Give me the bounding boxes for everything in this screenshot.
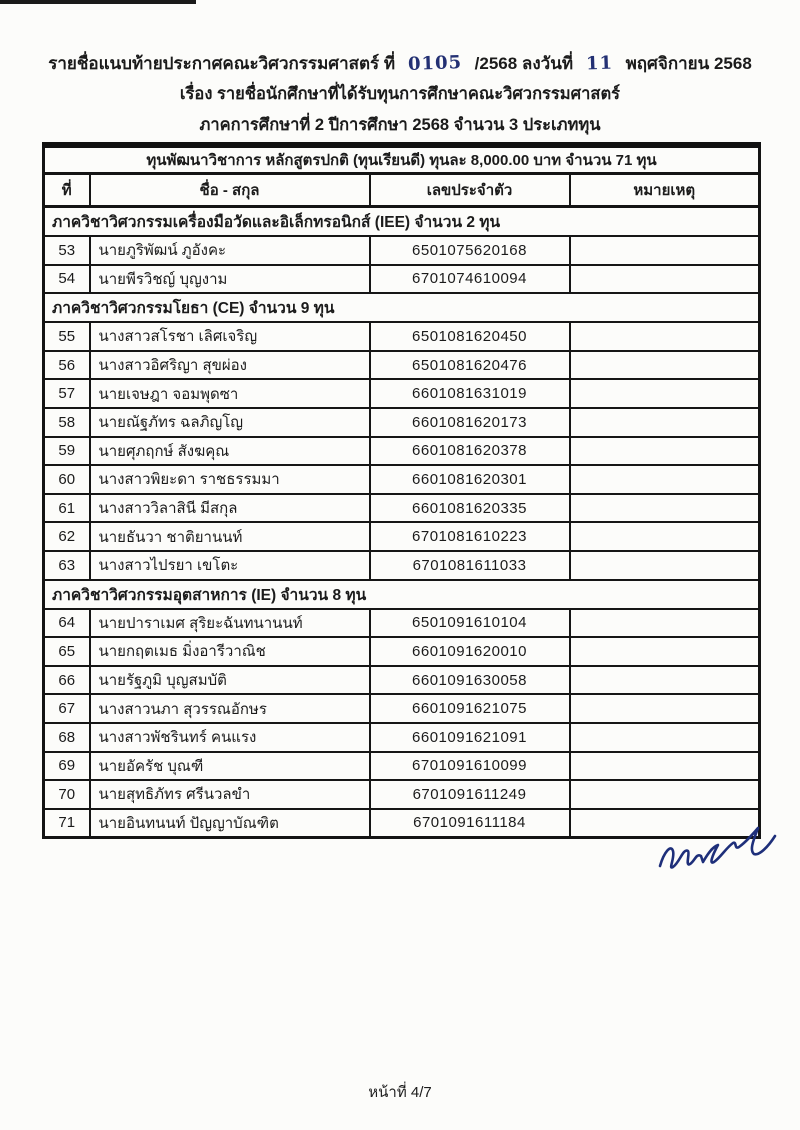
remark-cell [570, 494, 760, 523]
table-row [44, 236, 760, 265]
student-id: 6601081620173 [370, 408, 570, 437]
student-name: นายภูริพัฒน์ ภูอังคะ [90, 236, 370, 265]
remark-cell [570, 379, 760, 408]
column-header-name: ชื่อ - สกุล [90, 174, 370, 207]
student-name: นายสุทธิภัทร ศรีนวลขำ [90, 780, 370, 809]
student-id: 6601081620301 [370, 465, 570, 494]
row-number: 53 [44, 236, 90, 265]
table-row [44, 379, 760, 408]
row-number: 69 [44, 752, 90, 781]
student-id: 6701091610099 [370, 752, 570, 781]
remark-cell [570, 637, 760, 666]
remark-cell [570, 465, 760, 494]
table-title: ทุนพัฒนาวิชาการ หลักสูตรปกติ (ทุนเรียนดี) ทุนละ 8,000.00 บาท จำนวน 71 ทุน [44, 145, 760, 174]
row-number: 68 [44, 723, 90, 752]
remark-cell [570, 408, 760, 437]
student-name: นายธันวา ชาติยานนท์ [90, 522, 370, 551]
table-row [44, 551, 760, 580]
table-row [44, 694, 760, 723]
handwritten-day-number: 11 [585, 52, 614, 75]
student-id: 6601081631019 [370, 379, 570, 408]
row-number: 54 [44, 265, 90, 294]
header-line-1 [0, 48, 800, 79]
table-title-row [44, 145, 760, 174]
student-id: 6601091620010 [370, 637, 570, 666]
row-number: 62 [44, 522, 90, 551]
table-row [44, 666, 760, 695]
student-id: 6601091630058 [370, 666, 570, 695]
table-row [44, 408, 760, 437]
document-header [0, 48, 800, 141]
remark-cell [570, 609, 760, 638]
scan-artifact-bar [0, 0, 196, 4]
header-line-3: ภาคการศึกษาที่ 2 ปีการศึกษา 2568 จำนวน 3 ประเภททุน [199, 116, 601, 134]
header-line1-text-c: พฤศจิกายน 2568 [625, 54, 752, 73]
remark-cell [570, 723, 760, 752]
header-line1-text-a: รายชื่อแนบท้ายประกาศคณะวิศวกรรมศาสตร์ ที่ [48, 54, 396, 73]
row-number: 67 [44, 694, 90, 723]
remark-cell [570, 780, 760, 809]
table-row [44, 437, 760, 466]
student-id: 6601091621075 [370, 694, 570, 723]
remark-cell [570, 351, 760, 380]
table-row [44, 265, 760, 294]
remark-cell [570, 522, 760, 551]
student-name: นายอัครัช บุณฑี [90, 752, 370, 781]
student-id: 6701091611184 [370, 809, 570, 838]
row-number: 65 [44, 637, 90, 666]
column-header-id: เลขประจำตัว [370, 174, 570, 207]
student-id: 6501075620168 [370, 236, 570, 265]
student-id: 6601081620335 [370, 494, 570, 523]
section-title: ภาควิชาวิศวกรรมโยธา (CE) จำนวน 9 ทุน [44, 293, 760, 322]
header-line-2: เรื่อง รายชื่อนักศึกษาที่ได้รับทุนการศึกษาคณะวิศวกรรมศาสตร์ [179, 85, 621, 103]
section-header-row [44, 207, 760, 237]
column-header-no: ที่ [44, 174, 90, 207]
table-row [44, 322, 760, 351]
row-number: 64 [44, 609, 90, 638]
student-name: นายกฤตเมธ มิ่งอารีวาณิช [90, 637, 370, 666]
row-number: 60 [44, 465, 90, 494]
remark-cell [570, 265, 760, 294]
header-line1-text-b: /2568 ลงวันที่ [474, 54, 574, 73]
row-number: 61 [44, 494, 90, 523]
student-name: นายเจษฎา จอมพุดซา [90, 379, 370, 408]
column-header-note: หมายเหตุ [570, 174, 760, 207]
table-row [44, 723, 760, 752]
section-title: ภาควิชาวิศวกรรมเครื่องมือวัดและอิเล็กทรอนิกส์ (IEE) จำนวน 2 ทุน [44, 207, 760, 237]
table-row [44, 351, 760, 380]
row-number: 58 [44, 408, 90, 437]
remark-cell [570, 236, 760, 265]
section-header-row [44, 580, 760, 609]
row-number: 57 [44, 379, 90, 408]
student-id: 6501091610104 [370, 609, 570, 638]
row-number: 70 [44, 780, 90, 809]
handwritten-doc-number: 0105 [407, 52, 463, 75]
remark-cell [570, 666, 760, 695]
student-name: นายศุภฤกษ์ สังฆคุณ [90, 437, 370, 466]
student-id: 6701091611249 [370, 780, 570, 809]
scholarship-table [42, 142, 761, 839]
student-id: 6501081620450 [370, 322, 570, 351]
table-row [44, 637, 760, 666]
page-number: หน้าที่ 4/7 [368, 1084, 432, 1101]
remark-cell [570, 752, 760, 781]
remark-cell [570, 322, 760, 351]
student-id: 6601091621091 [370, 723, 570, 752]
student-name: นางสาวนภา สุวรรณอักษร [90, 694, 370, 723]
student-name: นางสาวไปรยา เขโตะ [90, 551, 370, 580]
remark-cell [570, 437, 760, 466]
remark-cell [570, 551, 760, 580]
row-number: 55 [44, 322, 90, 351]
row-number: 56 [44, 351, 90, 380]
student-name: นายปาราเมศ สุริยะฉันทนานนท์ [90, 609, 370, 638]
table-row [44, 752, 760, 781]
table-row [44, 465, 760, 494]
student-name: นายรัฐภูมิ บุญสมบัติ [90, 666, 370, 695]
student-id: 6701074610094 [370, 265, 570, 294]
handwritten-signature [646, 810, 796, 890]
student-name: นางสาวพัชรินทร์ คนแรง [90, 723, 370, 752]
row-number: 59 [44, 437, 90, 466]
student-name: นางสาวพิยะดา ราชธรรมมา [90, 465, 370, 494]
student-name: นางสาวอิศริญา สุขผ่อง [90, 351, 370, 380]
section-title: ภาควิชาวิศวกรรมอุตสาหการ (IE) จำนวน 8 ทุน [44, 580, 760, 609]
student-id: 6601081620378 [370, 437, 570, 466]
remark-cell [570, 694, 760, 723]
student-name: นายพีรวิชญ์ บุญงาม [90, 265, 370, 294]
table-row [44, 780, 760, 809]
student-name: นายอินทนนท์ ปัญญาบัณฑิต [90, 809, 370, 838]
table-row [44, 494, 760, 523]
student-name: นายณัฐภัทร ฉลภิญโญ [90, 408, 370, 437]
student-id: 6501081620476 [370, 351, 570, 380]
student-name: นางสาววิลาสินี มีสกุล [90, 494, 370, 523]
student-id: 6701081611033 [370, 551, 570, 580]
row-number: 63 [44, 551, 90, 580]
table-row [44, 609, 760, 638]
table-header-row [44, 174, 760, 207]
section-header-row [44, 293, 760, 322]
row-number: 66 [44, 666, 90, 695]
student-name: นางสาวสโรชา เลิศเจริญ [90, 322, 370, 351]
row-number: 71 [44, 809, 90, 838]
table-row [44, 522, 760, 551]
student-id: 6701081610223 [370, 522, 570, 551]
